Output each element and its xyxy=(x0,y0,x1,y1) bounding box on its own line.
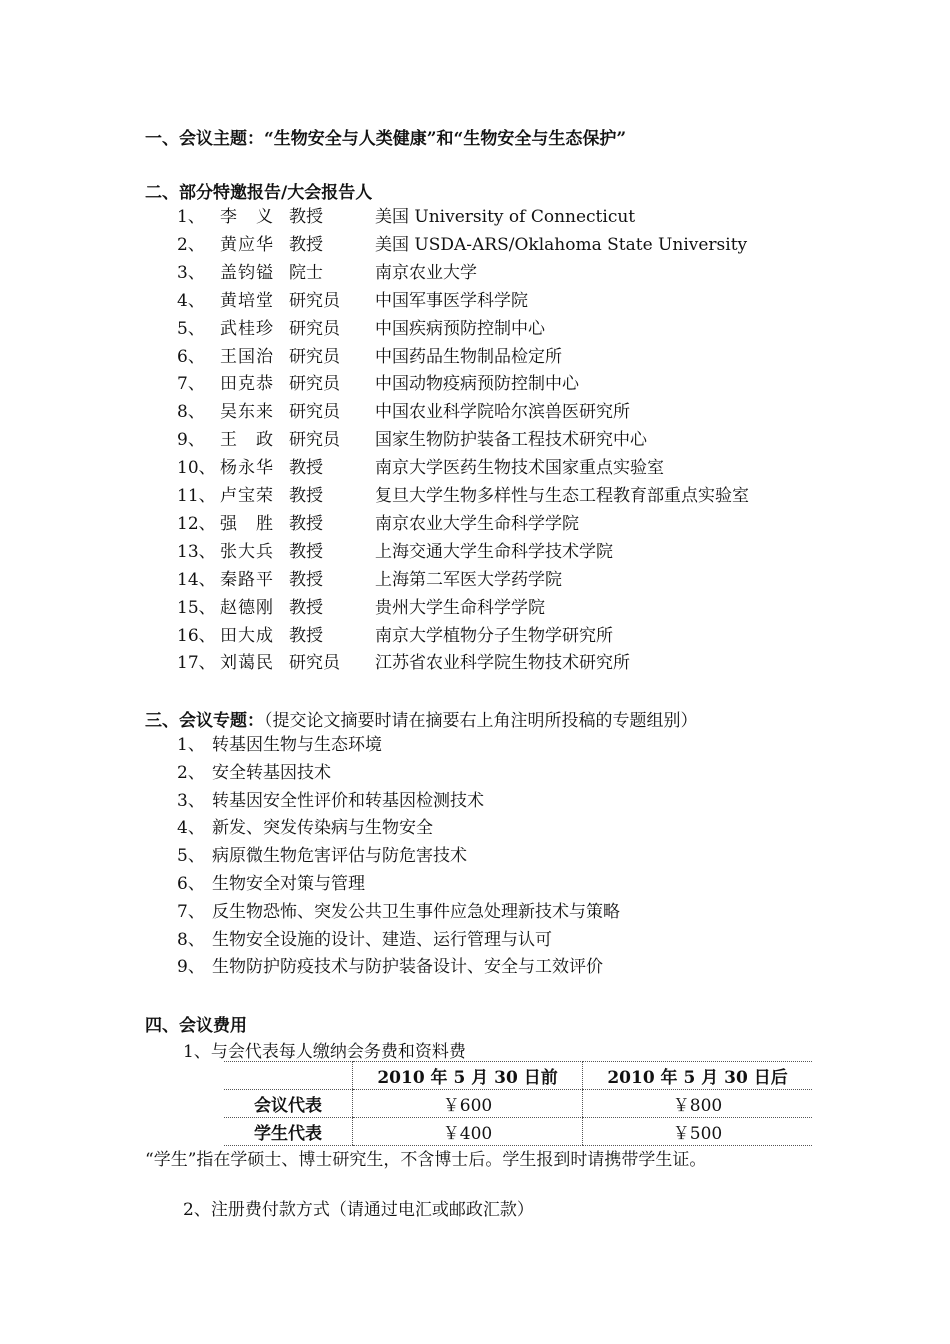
topic-text: 生物安全设施的设计、建造、运行管理与认可 xyxy=(212,929,552,950)
speaker-row xyxy=(0,343,950,371)
speaker-title: 研究员 xyxy=(289,318,340,339)
speaker-row xyxy=(0,510,950,538)
speaker-row xyxy=(0,259,950,287)
speaker-title: 研究员 xyxy=(289,374,340,395)
fee-table-corner xyxy=(224,1062,353,1090)
speaker-name: 黄应华 xyxy=(220,234,274,255)
speaker-title: 教授 xyxy=(289,513,323,534)
speaker-row xyxy=(0,454,950,482)
speaker-title: 教授 xyxy=(289,458,323,479)
speaker-institution: 南京农业大学生命科学学院 xyxy=(375,513,579,534)
fee-after-value: ￥800 xyxy=(583,1090,812,1118)
topic-text: 反生物恐怖、突发公共卫生事件应急处理新技术与策略 xyxy=(212,901,620,922)
section-3-note: （提交论文摘要时请在摘要右上角注明所投稿的专题组别） xyxy=(264,711,698,731)
topic-number: 3、 xyxy=(177,790,205,811)
speaker-title: 研究员 xyxy=(289,653,340,674)
topic-text: 转基因生物与生态环境 xyxy=(212,735,382,755)
speaker-institution: 南京大学植物分子生物学研究所 xyxy=(375,625,613,646)
topic-row xyxy=(0,759,950,787)
speaker-number: 13、 xyxy=(177,541,216,562)
topic-text: 转基因安全性评价和转基因检测技术 xyxy=(212,790,484,811)
speaker-name: 黄培堂 xyxy=(220,290,274,311)
speaker-row xyxy=(0,649,950,677)
speaker-title: 教授 xyxy=(289,597,323,618)
speaker-name: 王 政 xyxy=(220,430,274,451)
speaker-name: 田克恭 xyxy=(220,374,274,395)
fee-row-delegate xyxy=(224,1090,812,1118)
speaker-institution: 上海第二军医大学药学院 xyxy=(375,569,562,590)
speaker-name: 盖钧镒 xyxy=(220,262,274,283)
topic-number: 2、 xyxy=(177,762,205,783)
topic-number: 5、 xyxy=(177,846,205,867)
section-1-heading: 一、会议主题：“生物安全与人类健康”和“生物安全与生态保护” xyxy=(145,129,627,149)
fee-item-2: 2、注册费付款方式（请通过电汇或邮政汇款） xyxy=(183,1200,534,1220)
speaker-title: 教授 xyxy=(289,569,323,590)
topic-text: 安全转基因技术 xyxy=(212,762,331,783)
speaker-name: 武桂珍 xyxy=(220,318,274,339)
speaker-name: 王国治 xyxy=(220,346,274,367)
fee-before-value: ￥400 xyxy=(353,1118,583,1146)
speaker-row xyxy=(0,398,950,426)
fee-row-label: 学生代表 xyxy=(224,1118,353,1146)
speaker-number: 2、 xyxy=(177,234,205,255)
speaker-institution: 中国药品生物制品检定所 xyxy=(375,346,562,367)
speaker-institution: 复旦大学生物多样性与生态工程教育部重点实验室 xyxy=(375,486,749,506)
speaker-number: 15、 xyxy=(177,597,216,618)
topic-text: 新发、突发传染病与生物安全 xyxy=(212,818,433,839)
speaker-institution: 贵州大学生命科学学院 xyxy=(375,597,545,618)
speaker-row xyxy=(0,566,950,594)
speaker-institution: 美国 USDA-ARS/Oklahoma State University xyxy=(375,234,748,255)
speaker-title: 研究员 xyxy=(289,402,340,423)
fee-after-value: ￥500 xyxy=(583,1118,812,1146)
speaker-number: 8、 xyxy=(177,402,205,423)
speaker-name: 吴东来 xyxy=(220,402,274,423)
speaker-row xyxy=(0,426,950,454)
speaker-row xyxy=(0,231,950,259)
topic-text: 生物防护防疫技术与防护装备设计、安全与工效评价 xyxy=(212,957,603,978)
speaker-row xyxy=(0,370,950,398)
speaker-number: 10、 xyxy=(177,458,216,479)
speaker-number: 14、 xyxy=(177,569,216,590)
speaker-name: 田大成 xyxy=(220,625,274,646)
fee-before-value: ￥600 xyxy=(353,1090,583,1118)
topic-number: 1、 xyxy=(177,735,205,755)
topic-row xyxy=(0,926,950,954)
section-4-heading: 四、会议费用 xyxy=(145,1016,247,1036)
fee-header-after: 2010 年 5 月 30 日后 xyxy=(583,1062,812,1090)
speaker-title: 研究员 xyxy=(289,346,340,367)
speaker-row xyxy=(0,594,950,622)
fee-row-student xyxy=(224,1118,812,1146)
speaker-institution: 美国 University of Connecticut xyxy=(375,207,636,227)
topic-row xyxy=(0,953,950,981)
speaker-institution: 江苏省农业科学院生物技术研究所 xyxy=(375,653,630,674)
speaker-number: 5、 xyxy=(177,318,205,339)
speaker-number: 3、 xyxy=(177,262,205,283)
speaker-row xyxy=(0,315,950,343)
speaker-title: 研究员 xyxy=(289,430,340,451)
speaker-institution: 中国军事医学科学院 xyxy=(375,290,528,311)
speaker-title: 教授 xyxy=(289,625,323,646)
topic-row xyxy=(0,898,950,926)
speaker-number: 9、 xyxy=(177,430,205,451)
student-note: “学生”指在学硕士、博士研究生，不含博士后。学生报到时请携带学生证。 xyxy=(145,1150,707,1170)
topic-row xyxy=(0,870,950,898)
speaker-row xyxy=(0,538,950,566)
speaker-row xyxy=(0,287,950,315)
topic-number: 4、 xyxy=(177,818,205,839)
speaker-number: 1、 xyxy=(177,207,205,227)
speaker-title: 教授 xyxy=(289,486,323,506)
speaker-institution: 上海交通大学生命科学技术学院 xyxy=(375,541,613,562)
speaker-name: 刘蔼民 xyxy=(220,653,274,674)
speaker-institution: 南京大学医药生物技术国家重点实验室 xyxy=(375,458,664,479)
speaker-number: 6、 xyxy=(177,346,205,367)
speaker-name: 杨永华 xyxy=(220,458,274,479)
topic-row xyxy=(0,731,950,759)
topic-row xyxy=(0,842,950,870)
speaker-number: 11、 xyxy=(177,486,216,506)
topic-number: 6、 xyxy=(177,874,205,894)
section-2-heading: 二、部分特邀报告/大会报告人 xyxy=(145,183,373,203)
speaker-title: 教授 xyxy=(289,207,323,227)
speaker-name: 卢宝荣 xyxy=(220,486,274,506)
speaker-number: 4、 xyxy=(177,290,205,311)
section-3-label: 三、会议专题： xyxy=(145,711,264,731)
fee-row-label: 会议代表 xyxy=(224,1090,353,1118)
topic-row xyxy=(0,787,950,815)
speaker-title: 教授 xyxy=(289,541,323,562)
topic-number: 7、 xyxy=(177,901,205,922)
speaker-name: 李 义 xyxy=(220,207,274,227)
speaker-institution: 南京农业大学 xyxy=(375,262,477,283)
speaker-institution: 国家生物防护装备工程技术研究中心 xyxy=(375,430,647,451)
speaker-row xyxy=(0,622,950,650)
fee-item-1: 1、与会代表每人缴纳会务费和资料费 xyxy=(183,1042,466,1062)
speaker-row xyxy=(0,203,950,231)
speaker-title: 院士 xyxy=(289,262,323,283)
speaker-institution: 中国疾病预防控制中心 xyxy=(375,318,545,339)
fee-table-header-row xyxy=(224,1062,812,1090)
speaker-number: 7、 xyxy=(177,374,205,395)
speaker-name: 赵德刚 xyxy=(220,597,274,618)
fee-header-before: 2010 年 5 月 30 日前 xyxy=(353,1062,583,1090)
section-3-heading xyxy=(145,706,698,731)
topic-number: 9、 xyxy=(177,957,205,978)
topic-text: 病原微生物危害评估与防危害技术 xyxy=(212,846,467,867)
topic-row xyxy=(0,814,950,842)
speaker-title: 教授 xyxy=(289,234,323,255)
speaker-title: 研究员 xyxy=(289,290,340,311)
speaker-row xyxy=(0,482,950,510)
speaker-number: 17、 xyxy=(177,653,216,674)
topic-text: 生物安全对策与管理 xyxy=(212,874,365,894)
fee-table xyxy=(224,1061,812,1146)
topic-number: 8、 xyxy=(177,929,205,950)
speaker-number: 16、 xyxy=(177,625,216,646)
speaker-institution: 中国农业科学院哈尔滨兽医研究所 xyxy=(375,402,630,423)
speaker-number: 12、 xyxy=(177,513,216,534)
speaker-name: 强 胜 xyxy=(220,513,274,534)
speaker-institution: 中国动物疫病预防控制中心 xyxy=(375,374,579,395)
speaker-name: 秦路平 xyxy=(220,569,274,590)
speaker-name: 张大兵 xyxy=(220,541,274,562)
